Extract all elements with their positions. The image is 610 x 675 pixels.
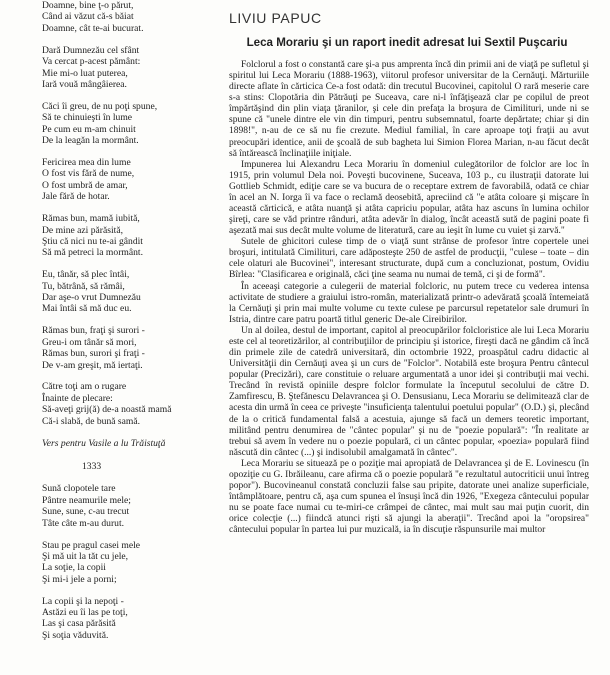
poem-line: Stau pe pragul casei mele [42, 539, 141, 551]
poem-line: Greu-i om tânăr să mori, [42, 336, 137, 348]
poem-stanza [42, 483, 210, 529]
poem-stanza [42, 101, 210, 147]
poem-stanza [42, 0, 210, 34]
poem-line: La copii şi la nepoţi - [42, 595, 124, 607]
poem-line: Dară Dumnezău cel sfânt [42, 44, 140, 56]
poem-line: Eu, tânăr, să plec întâi, [42, 269, 130, 281]
poem-line: La soţie, la copii [42, 562, 106, 574]
poem-line: De mine azi părăsită, [42, 224, 123, 236]
poem-stanza [42, 596, 210, 642]
article-paragraph: Folclorul a fost o constantă care şi-a pus amprenta încă din primii ani de viaţă pe sufletul şi spiritul lui Leca Morariu (1888-1963), viitorul profesor universitar de la Cernăuţi. Mărturiile directe aflate în cărticica Ce-a fost odată: din trecutul Bucovinei, capitolul O rară meserie care s-a stins: Clopotăria din Pătrăuţi pe Suceava, care ni-l înfăţişează clar pe copilul de preot împărtăşind din plin viaţa ţăranilor, şi cele din prefaţa la broşura de Cimilituri, unde ni se spune că "unele dintre ele vin din timpuri, pentru subsemnatul, foarte depărtate; chiar şi din 1898!", n-au de ce să nu fie crezute. Mediul familial, în care aproape toţi fraţii au avut preocupări identice, anii de şcoală de sub bagheta lui Simion Florea Marian, n-au făcut decât să întărească înclinaţiile iniţiale. [229, 60, 589, 159]
article-author: LIVIU PAPUC [229, 10, 322, 26]
poem-line: Rămas bun, mamă iubită, [42, 213, 140, 225]
poem-line: Mai întâi să mă duc eu. [42, 303, 132, 315]
poem-stanzas [42, 0, 210, 427]
poem-line: De v-am greşit, mă iertaţi. [42, 359, 143, 371]
poem-line: Să te chinuieşti în lume [42, 112, 133, 124]
poem-line: Rămas bun, surori şi fraţi - [42, 348, 145, 360]
poem-line: Tâte câte m-au durut. [42, 517, 125, 529]
article-body [229, 60, 589, 536]
poem-line: O fost vis fără de nume, [42, 168, 135, 180]
poem-line: Înainte de plecare: [42, 392, 113, 404]
poem-line: Că-i slabă, de bună samă. [42, 415, 141, 427]
poem-line: Doamne, bine ţ-o părut, [42, 0, 134, 11]
poem-line: Fericirea mea din lume [42, 156, 131, 168]
article-paragraph: Impunerea lui Alexandru Leca Morariu în domeniul culegătorilor de folclor are loc în 1915, prin volumul Dela noi. Poveşti bucovinene, Suceava, 103 p., cu ilustraţii datorate lui Gottlieb Schmidt, ediţie care se va bucura de o receptare extrem de favorabilă, odată ce chiar în acel an N. Iorga îi va face o reclamă deosebită, apreciind că "e atâta coloare şi mişcare în această cărticică, e atâta nuanţă şi atâta capriciu popular, atâta haz ascuns în lumina ochilor şireţi, care se văd printre rânduri, atâta adevăr în dialog, încât această sută de pagini poate fi aşezată mai sus decât multe volume de literatură, care au ieşit în lume cu vuiet şi zarvă." [229, 159, 589, 237]
poem-line: Pântre neamurile mele; [42, 494, 131, 506]
poem-line: Şi mi-i jele a porni; [42, 573, 117, 585]
poem-line: Astăzi eu îi las pe toţi, [42, 607, 128, 619]
article-paragraph: Un al doilea, destul de important, capitol al preocupărilor folcloristice ale lui Leca Morariu este cel al teoretizărilor, al contribuţiilor de principiu şi istorice, fireşti dacă ne gândim că încă din primele zile de catedră universitară, din octombrie 1922, proaspătul cadru didactic al Universităţii din Cernăuţi avea şi un curs de "Folclor". Notabilă este broşura Pentru cântecul popular (Precizări), care constituie o reluare argumentată a unor idei şi contribuţii mai vechi. Trecând în revistă opiniile despre folclor formulate la începutul secolului de către D. Zamfirescu, B. Ştefănescu Delavrancea şi O. Densusianu, Leca Morariu se delimitează clar de acesta din urmă în ceea ce priveşte "insuficienţa talentului poetului popular" (O.D.) şi, plecând de la o critică fundamental falsă a acestuia, ajunge să facă un demers teoretic important, militând pentru denumirea de "cântec popular" şi nu de "poezie populară": "În realitate ar trebui să avem în vedere nu o poezie populară, ci un cântec popular, «poezia» populară fiind născută din cântec (...) şi indisolubil amalgamată în cântec". [229, 325, 589, 458]
poem-stanza [42, 325, 210, 371]
poem-line: Ştiu că nici nu te-ai gândit [42, 235, 143, 247]
poem-stanza [42, 269, 210, 315]
poem-line: Tu, bătrână, să rămâi, [42, 280, 125, 292]
poem-line: Jale fără de hotar. [42, 191, 110, 203]
poem-line: Mie mi-o luat puterea, [42, 67, 128, 79]
poem-line: Să mă petreci la mormânt. [42, 247, 143, 259]
poem-stanza [42, 157, 210, 203]
poem-stanzas-second [42, 483, 210, 641]
article-column [229, 0, 589, 536]
article-paragraph: În aceeaşi categorie a culegerii de material folcloric, nu putem trece cu vederea intensa activitate de studiere a graiului istro-român, materializată printr-o adevărată şcoală întemeiată la Cernăuţi şi prin mai multe volume cu texte culese pe parcursul repetatelor sale drumuri în Istria, dintre care patru poartă titlul generic De-ale Cireibirilor. [229, 281, 589, 325]
poem-line: De la leagăn la mormânt. [42, 135, 139, 147]
poem-line: Şi mă uit la tăt cu jele, [42, 550, 129, 562]
poem-line: Căci îi greu, de nu poţi spune, [42, 100, 158, 112]
poem-stanza [42, 540, 210, 586]
poem-line: Şi soţia văduvită. [42, 629, 109, 641]
article-paragraph: Leca Morariu se situează pe o poziţie mai apropiată de Delavrancea şi de E. Lovinescu (în opoziţie cu G. Ibrăileanu, care afirma că o poezie populară "e rezultatul autocriticii unui întreg popor"). Bucovineanul constată concluzii false sau pripite, datorate unei analize superficiale, întâmplătoare, pentru că, aşa cum spunea el însuşi încă din 1926, "Exegeza cântecului popular nu se poate face numai cu te-miri-ce crâmpei de cântec, mai mult sau mai puţin cuorit, din orice colecţie (...) fiindcă atunci rişti să ajungi la aberaţii". Trecând apoi la "oropsirea" cântecului popular în partea lui pur muzicală, ia în discuţie răspunsurile mai multor [229, 458, 589, 536]
article-paragraph: Sutele de ghicitori culese timp de o viaţă sunt strânse de profesor între copertele unei broşuri, intitulată Cimilituri, care adăposteşte 250 de astfel de producţii, "culese – toate – din cele olaturi ale Bucovinei", interesant structurate, după cum a concluzionat, postum, Ovidiu Bîrlea: "Clasificarea e originală, căci ţine seama nu numai de temă, ci şi de formă". [229, 237, 589, 281]
poem-line: Iară vouă mângâierea. [42, 78, 127, 90]
poem-column [42, 0, 210, 652]
poem-line: Pe cum eu m-am chinuit [42, 123, 136, 135]
poem-year: 1333 [82, 461, 102, 472]
poem-line: Sune, sune, c-au trecut [42, 506, 130, 518]
poem-stanza [42, 381, 210, 427]
poem-line: Să-aveţi grij(ă) de-a noastă mamă [42, 404, 172, 416]
poem-line: Doamne, cât te-ai bucurat. [42, 22, 144, 34]
poem-line: Către toţi am o rugare [42, 381, 127, 393]
poem-caption: Vers pentru Vasile a lu Trăistuţă [42, 437, 166, 449]
poem-line: Dar aşe-o vrut Dumnezău [42, 292, 141, 304]
poem-line: Las şi casa părăsită [42, 618, 116, 630]
poem-line: O fost umbră de amar, [42, 179, 128, 191]
poem-line: Când ai văzut că-s băiat [42, 11, 134, 23]
poem-stanza [42, 45, 210, 91]
article-title: Leca Morariu şi un raport inedit adresat lui Sextil Puşcariu [246, 36, 568, 49]
poem-line: Va cercat p-acest pământ: [42, 56, 141, 68]
poem-stanza [42, 213, 210, 259]
poem-line: Rămas bun, fraţi şi surori - [42, 325, 145, 337]
poem-line: Sună clopotele tare [42, 483, 116, 495]
